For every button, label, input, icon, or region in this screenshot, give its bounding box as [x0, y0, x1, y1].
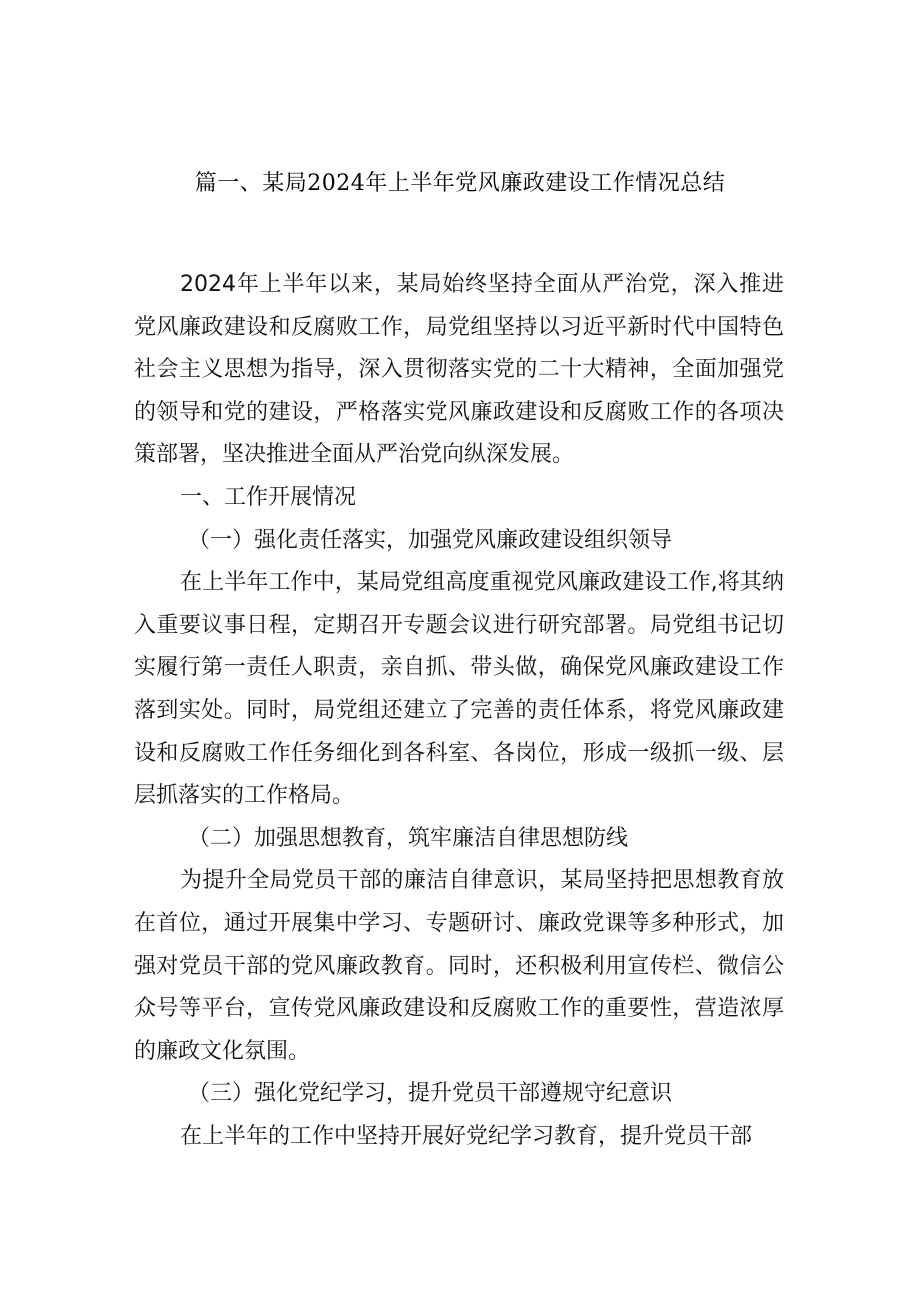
paragraph-education: 为提升全局党员干部的廉洁自律意识，某局坚持把思想教育放在首位，通过开展集中学习、专题研讨、廉政党课等多种形式，加强对党员干部的党风廉政教育。同时，还积极利用宣传栏、微信公众号等平台，宣传党风廉政建设和反腐败工作的重要性，营造浓厚的廉政文化氛围。	[134, 868, 784, 1064]
document-body	[134, 264, 784, 1158]
document-title: 篇一、某局2024年上半年党风廉政建设工作情况总结	[194, 171, 726, 196]
subsection-heading-2: （二）加强思想教育，筑牢廉洁自律思想防线	[188, 825, 629, 851]
subsection-heading-3: （三）强化党纪学习，提升党员干部遵规守纪意识	[188, 1081, 673, 1107]
intro-paragraph: 2024年上半年以来，某局始终坚持全面从严治党，深入推进党风廉政建设和反腐败工作，局党组坚持以习近平新时代中国特色社会主义思想为指导，深入贯彻落实党的二十大精神，全面加强党的领导和党的建设，严格落实党风廉政建设和反腐败工作的各项决策部署，坚决推进全面从严治党向纵深发展。	[134, 272, 784, 468]
paragraph-responsibility: 在上半年工作中，某局党组高度重视党风廉政建设工作,将其纳入重要议事日程，定期召开专题会议进行研究部署。局党组书记切实履行第一责任人职责，亲自抓、带头做，确保党风廉政建设工作落到实处。同时，局党组还建立了完善的责任体系，将党风廉政建设和反腐败工作任务细化到各科室、各岗位，形成一级抓一级、层层抓落实的工作格局。	[134, 570, 784, 809]
subsection-heading-1: （一）强化责任落实，加强党风廉政建设组织领导	[188, 527, 673, 553]
paragraph-discipline: 在上半年的工作中坚持开展好党纪学习教育，提升党员干部	[180, 1123, 753, 1149]
section-heading-work-progress: 一、工作开展情况	[180, 484, 357, 510]
